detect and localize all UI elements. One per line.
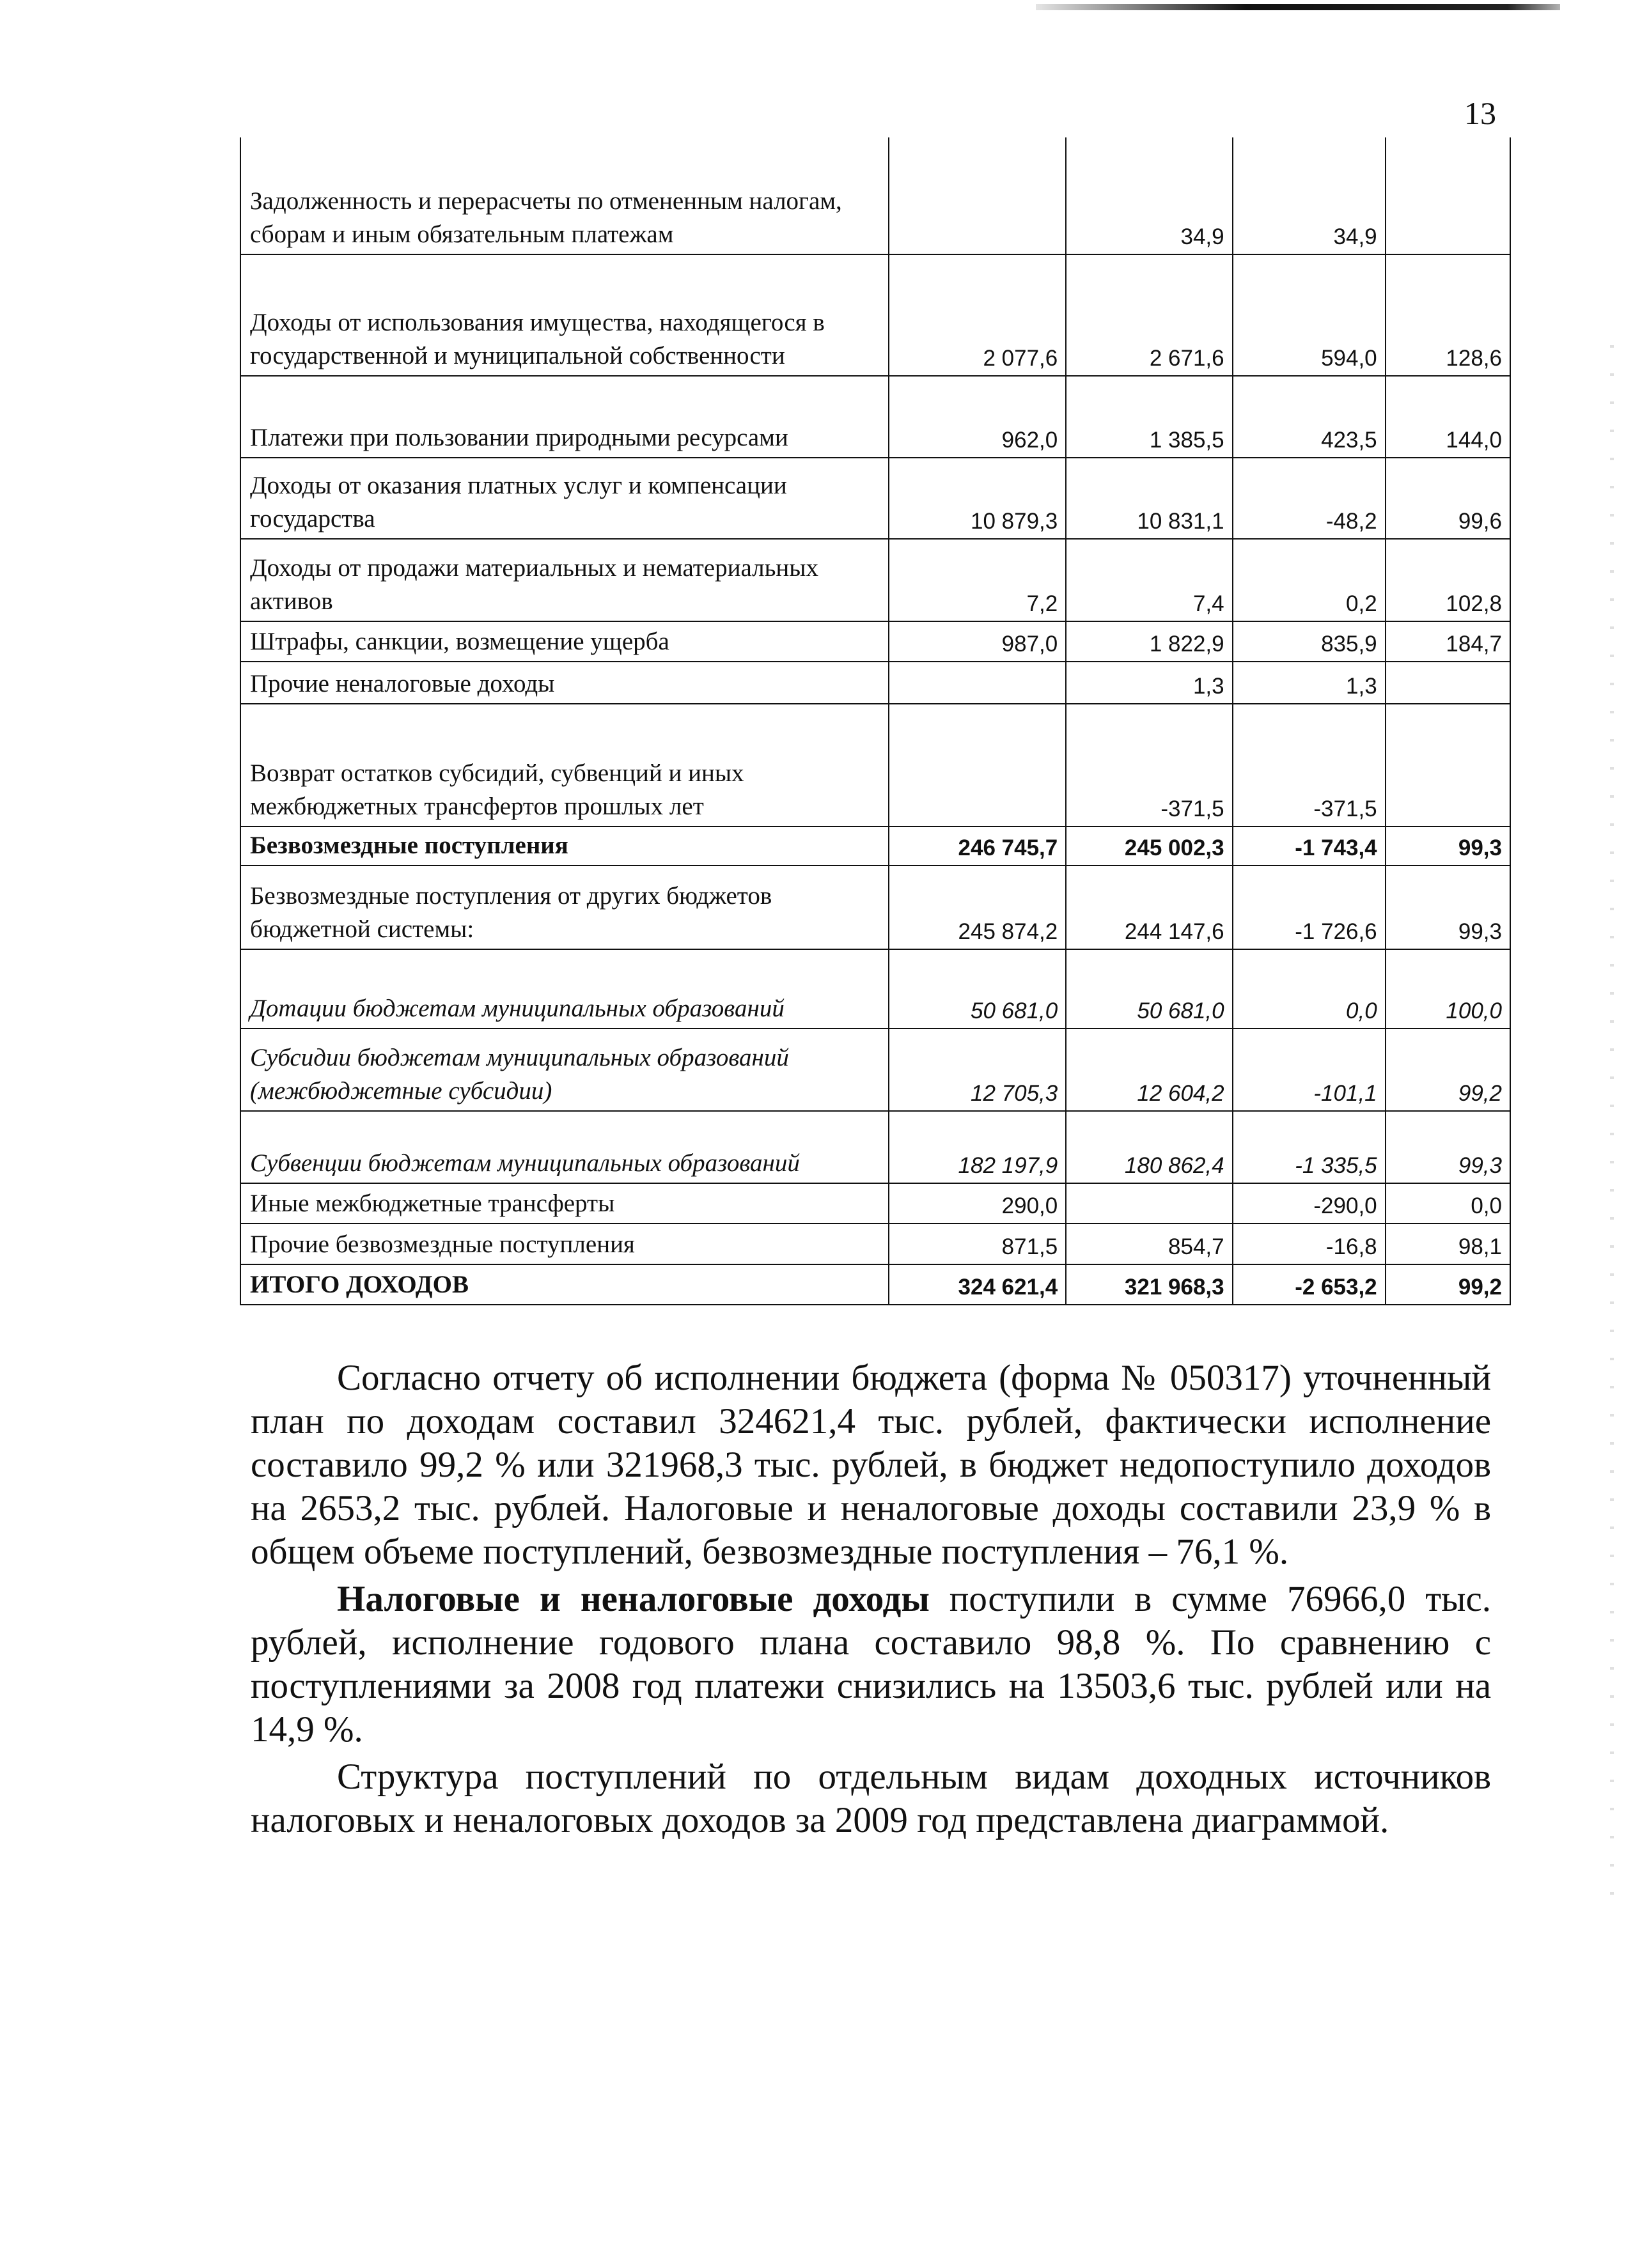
percent-value [1386, 662, 1510, 704]
actual-value: 12 604,2 [1066, 1029, 1232, 1111]
percent-value: 100,0 [1386, 949, 1510, 1029]
percent-value: 99,3 [1386, 866, 1510, 949]
actual-value: 2 671,6 [1066, 254, 1232, 376]
plan-value: 2 077,6 [889, 254, 1066, 376]
row-label: Платежи при пользовании природными ресурсами [240, 376, 889, 458]
row-label: Прочие неналоговые доходы [240, 662, 889, 704]
table-row [240, 1183, 1510, 1223]
actual-value: 7,4 [1066, 539, 1232, 621]
actual-value: 854,7 [1066, 1223, 1232, 1264]
table-row [240, 949, 1510, 1029]
plan-value: 10 879,3 [889, 458, 1066, 539]
row-label: Задолженность и перерасчеты по отмененным налогам, сборам и иным обязательным платежам [240, 137, 889, 254]
table-row [240, 1264, 1510, 1305]
deviation-value: 0,2 [1233, 539, 1386, 621]
percent-value: 102,8 [1386, 539, 1510, 621]
plan-value: 987,0 [889, 621, 1066, 662]
paragraph-2-lead: Налоговые и неналоговые доходы [337, 1579, 930, 1619]
percent-value: 99,3 [1386, 827, 1510, 866]
row-label: Доходы от продажи материальных и нематериальных активов [240, 539, 889, 621]
page-number: 13 [1464, 95, 1496, 131]
paragraph-2 [251, 1578, 1491, 1751]
row-label: Штрафы, санкции, возмещение ущерба [240, 621, 889, 662]
deviation-value: 835,9 [1233, 621, 1386, 662]
paragraph-2-text: поступили в сумме 76966,0 тыс. рублей, исполнение годового плана составило 98,8 %. По сравнению с поступлениями за 2008 год платежи снизились на 13503,6 тыс. рублей или на 14,9 %. [251, 1579, 1491, 1750]
actual-value: 50 681,0 [1066, 949, 1232, 1029]
percent-value [1386, 137, 1510, 254]
actual-value: 244 147,6 [1066, 866, 1232, 949]
row-label: Возврат остатков субсидий, субвенций и иных межбюджетных трансфертов прошлых лет [240, 704, 889, 827]
actual-value: 180 862,4 [1066, 1111, 1232, 1183]
plan-value: 962,0 [889, 376, 1066, 458]
deviation-value: 423,5 [1233, 376, 1386, 458]
plan-value: 7,2 [889, 539, 1066, 621]
table-row [240, 662, 1510, 704]
table-row [240, 621, 1510, 662]
plan-value: 182 197,9 [889, 1111, 1066, 1183]
plan-value: 871,5 [889, 1223, 1066, 1264]
actual-value: 1 822,9 [1066, 621, 1232, 662]
scan-margin-noise [1610, 320, 1614, 1918]
deviation-value: -2 653,2 [1233, 1264, 1386, 1305]
plan-value [889, 704, 1066, 827]
paragraph-3 [251, 1755, 1491, 1842]
plan-value: 50 681,0 [889, 949, 1066, 1029]
actual-value: 321 968,3 [1066, 1264, 1232, 1305]
deviation-value: -290,0 [1233, 1183, 1386, 1223]
deviation-value: -101,1 [1233, 1029, 1386, 1111]
table-row [240, 1223, 1510, 1264]
actual-value: 34,9 [1066, 137, 1232, 254]
paragraph-1 [251, 1356, 1491, 1574]
percent-value: 0,0 [1386, 1183, 1510, 1223]
paragraph-3-text: Структура поступлений по отдельным видам доходных источников налоговых и неналоговых доходов за 2009 год представлена диаграммой. [251, 1757, 1491, 1840]
deviation-value: -371,5 [1233, 704, 1386, 827]
actual-value [1066, 1183, 1232, 1223]
deviation-value: -48,2 [1233, 458, 1386, 539]
table-row [240, 1029, 1510, 1111]
percent-value: 99,3 [1386, 1111, 1510, 1183]
body-text [251, 1356, 1491, 1842]
paragraph-1-text: Согласно отчету об исполнении бюджета (форма № 050317) уточненный план по доходам составил 324621,4 тыс. рублей, фактически исполнение составило 99,2 % или 321968,3 тыс. рублей, в бюджет недопоступило доходов на 2653,2 тыс. рублей. Налоговые и неналоговые доходы составили 23,9 % в общем объеме поступлений, безвозмездные поступления – 76,1 %. [251, 1358, 1491, 1572]
table-row [240, 704, 1510, 827]
actual-value: 245 002,3 [1066, 827, 1232, 866]
table-row [240, 866, 1510, 949]
row-label: Субвенции бюджетам муниципальных образований [240, 1111, 889, 1183]
row-label: Иные межбюджетные трансферты [240, 1183, 889, 1223]
percent-value: 144,0 [1386, 376, 1510, 458]
table-row [240, 539, 1510, 621]
table-row [240, 254, 1510, 376]
percent-value [1386, 704, 1510, 827]
table-row [240, 827, 1510, 866]
revenue-table [240, 137, 1511, 1305]
percent-value: 99,6 [1386, 458, 1510, 539]
actual-value: 1,3 [1066, 662, 1232, 704]
percent-value: 99,2 [1386, 1264, 1510, 1305]
plan-value: 324 621,4 [889, 1264, 1066, 1305]
actual-value: -371,5 [1066, 704, 1232, 827]
percent-value: 128,6 [1386, 254, 1510, 376]
row-label: Дотации бюджетам муниципальных образований [240, 949, 889, 1029]
row-label: Прочие безвозмездные поступления [240, 1223, 889, 1264]
deviation-value: 594,0 [1233, 254, 1386, 376]
deviation-value: -16,8 [1233, 1223, 1386, 1264]
scan-top-rule [1036, 4, 1560, 10]
plan-value: 290,0 [889, 1183, 1066, 1223]
plan-value: 245 874,2 [889, 866, 1066, 949]
deviation-value: 0,0 [1233, 949, 1386, 1029]
percent-value: 98,1 [1386, 1223, 1510, 1264]
deviation-value: 34,9 [1233, 137, 1386, 254]
plan-value [889, 662, 1066, 704]
table-row [240, 1111, 1510, 1183]
table-row [240, 376, 1510, 458]
deviation-value: -1 335,5 [1233, 1111, 1386, 1183]
deviation-value: -1 726,6 [1233, 866, 1386, 949]
row-label: Безвозмездные поступления от других бюджетов бюджетной системы: [240, 866, 889, 949]
actual-value: 1 385,5 [1066, 376, 1232, 458]
table-row [240, 137, 1510, 254]
plan-value: 246 745,7 [889, 827, 1066, 866]
deviation-value: -1 743,4 [1233, 827, 1386, 866]
row-label: Субсидии бюджетам муниципальных образований (межбюджетные субсидии) [240, 1029, 889, 1111]
row-label: Доходы от оказания платных услуг и компенсации государства [240, 458, 889, 539]
row-label: Доходы от использования имущества, находящегося в государственной и муниципальной собственности [240, 254, 889, 376]
plan-value [889, 137, 1066, 254]
table-row [240, 458, 1510, 539]
plan-value: 12 705,3 [889, 1029, 1066, 1111]
row-label: ИТОГО ДОХОДОВ [240, 1264, 889, 1305]
deviation-value: 1,3 [1233, 662, 1386, 704]
percent-value: 184,7 [1386, 621, 1510, 662]
row-label: Безвозмездные поступления [240, 827, 889, 866]
percent-value: 99,2 [1386, 1029, 1510, 1111]
actual-value: 10 831,1 [1066, 458, 1232, 539]
